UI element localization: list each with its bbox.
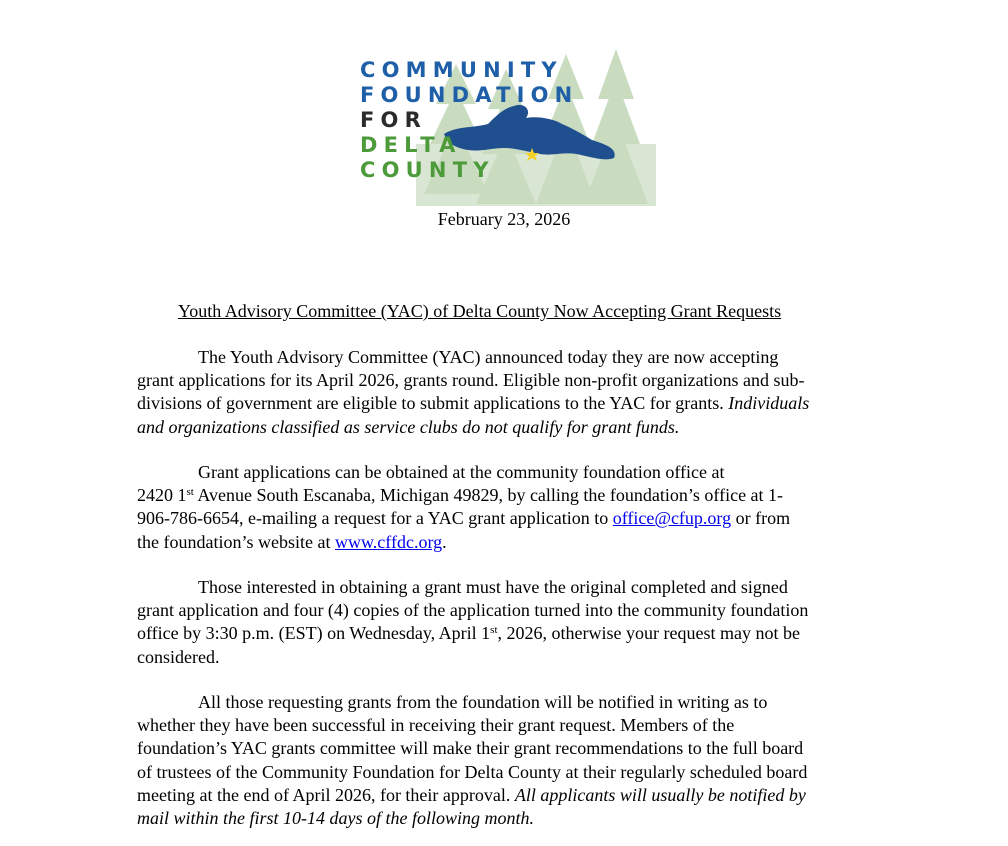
foundation-logo: [356, 44, 656, 210]
paragraph-notification: [137, 691, 897, 830]
p1-line-4: and organizations classified as service clubs do not qualify for grant funds.: [137, 416, 680, 437]
p4-line-5-italic: All applicants will usually be notified by: [514, 784, 806, 805]
p3-line-1: Those interested in obtaining a grant must have the original completed and signed: [198, 577, 788, 597]
paragraph-announcement: [137, 346, 897, 439]
p4-line-1: All those requesting grants from the foundation will be notified in writing as to: [198, 692, 768, 712]
website-link[interactable]: www.cffdc.org: [334, 531, 443, 552]
logo-line-community: COMMUNITY: [360, 58, 563, 82]
p4-line-3: foundation’s YAC grants committee will make their grant recommendations to the full board: [137, 738, 804, 759]
email-link[interactable]: office@cfup.org: [612, 508, 732, 529]
paragraph-how-to-obtain: [137, 461, 897, 554]
p4-line-6: mail within the first 10-14 days of the following month.: [137, 808, 535, 829]
p1-line-3: [137, 392, 897, 415]
p2-line-3: [137, 507, 897, 530]
p1-line-2: grant applications for its April 2026, grants round. Eligible non-profit organizations and sub-: [137, 370, 805, 391]
p4-line-5: [137, 784, 897, 807]
p2-line-1: Grant applications can be obtained at the community foundation office at: [198, 462, 725, 482]
paragraph-deadline: [137, 576, 897, 669]
logo-line-for: FOR: [360, 108, 427, 132]
p3-line-3-superscript: st: [490, 624, 498, 637]
p3-line-4: considered.: [137, 646, 220, 667]
logo-line-delta: DELTA: [360, 133, 462, 157]
p2-line-2-text-b: Avenue South Escanaba, Michigan 49829, by calling the foundation’s office at 1-: [193, 485, 784, 506]
p2-line-3-text-a: 906-786-6654, e-mailing a request for a YAC grant application to: [137, 508, 613, 529]
p2-line-2-text-a: 2420 1: [137, 485, 187, 506]
p4-line-5-text: meeting at the end of April 2026, for their approval.: [137, 784, 515, 805]
p4-line-4: of trustees of the Community Foundation for Delta County at their regularly scheduled board: [137, 761, 808, 782]
logo-wordmark: [360, 58, 578, 183]
p2-line-3-text-b: or from: [731, 508, 791, 529]
p2-line-2-superscript: st: [186, 486, 194, 499]
letter-date: February 23, 2026: [437, 209, 571, 229]
logo-line-foundation: FOUNDATION: [360, 83, 579, 107]
p3-line-2: grant application and four (4) copies of the application turned into the community foundation: [137, 600, 809, 621]
p2-line-4: [137, 531, 897, 554]
p3-line-3-text-a: office by 3:30 p.m. (EST) on Wednesday, April 1: [137, 623, 491, 644]
p2-line-4-text-a: the foundation’s website at: [137, 531, 335, 552]
p4-line-2: whether they have been successful in receiving their grant request. Members of the: [137, 715, 735, 736]
p1-line-3-italic: Individuals: [728, 393, 810, 414]
p3-line-3: [137, 622, 897, 645]
p1-line-1: The Youth Advisory Committee (YAC) announced today they are now accepting: [198, 347, 779, 367]
document-title: Youth Advisory Committee (YAC) of Delta County Now Accepting Grant Requests: [178, 301, 782, 321]
p2-line-2: [137, 484, 897, 507]
p2-line-4-text-b: .: [442, 531, 447, 552]
p1-line-3-text: divisions of government are eligible to submit applications to the YAC for grants.: [137, 393, 729, 414]
logo-line-county: COUNTY: [360, 158, 495, 182]
p3-line-3-text-b: , 2026, otherwise your request may not be: [497, 623, 800, 644]
